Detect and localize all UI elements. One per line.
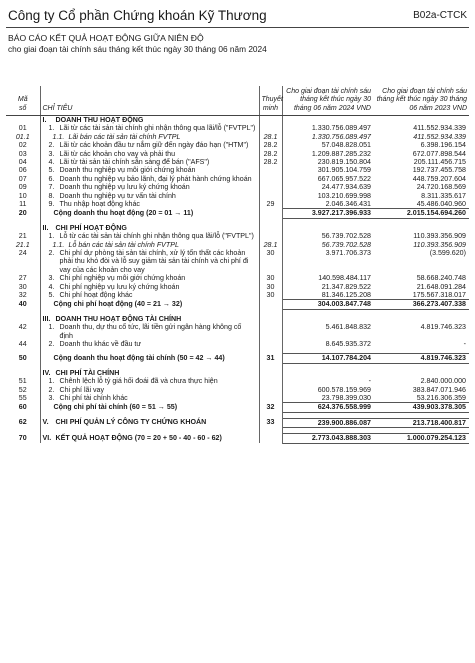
- table-row: [6, 209, 469, 218]
- row-code: 60: [6, 403, 40, 412]
- row-value-2024: 624.376.558.999: [282, 403, 373, 412]
- row-label: Doanh thu nghiệp vụ bảo lãnh, đại lý phát hành chứng khoán: [59, 174, 252, 183]
- row-description-wrap: [43, 354, 257, 362]
- row-code: 55: [6, 394, 40, 403]
- row-description: [40, 133, 259, 141]
- row-code: 06: [6, 166, 40, 174]
- row-note: 28.1: [259, 241, 282, 249]
- row-label: Thu nhập hoạt động khác: [59, 199, 140, 208]
- row-note: [259, 175, 282, 183]
- row-value-2024: [282, 369, 373, 377]
- row-description: [40, 323, 259, 340]
- table-row: [6, 386, 469, 394]
- row-code: 24: [6, 249, 40, 274]
- row-code: 09: [6, 183, 40, 191]
- row-number: IV.: [42, 368, 51, 377]
- row-description-wrap: [43, 323, 257, 340]
- row-number: [43, 209, 54, 217]
- table-row: [6, 192, 469, 200]
- row-number: 2.: [48, 340, 55, 349]
- row-label: Chênh lệch lỗ tỷ giá hối đoái đã và chưa thực hiện: [59, 377, 218, 386]
- row-code: 10: [6, 192, 40, 200]
- row-description: [40, 377, 259, 385]
- row-description: [40, 434, 259, 443]
- row-note: [259, 386, 282, 394]
- row-number: 1.1.: [52, 240, 65, 249]
- row-value-2023: 1.000.079.254.123: [373, 434, 469, 443]
- row-value-2024: 239.900.886.087: [282, 418, 373, 427]
- row-number: VI.: [42, 433, 52, 442]
- col-note-label-2: minh: [262, 104, 279, 112]
- row-code: 04: [6, 158, 40, 166]
- row-value-2023: [373, 224, 469, 232]
- row-value-2024: 1.330.756.089.497: [311, 124, 371, 133]
- row-description-wrap: [43, 232, 257, 240]
- row-value-2023: 672.077.898.544: [412, 149, 466, 158]
- row-description-wrap: [43, 283, 257, 291]
- row-code: 51: [6, 377, 40, 385]
- col-code-header: [6, 86, 40, 115]
- row-description-wrap: [43, 141, 257, 149]
- row-note: 32: [259, 403, 282, 412]
- row-number: 4.: [48, 282, 55, 291]
- row-value-2024: 14.107.784.204: [282, 354, 373, 363]
- col-note-label-1: Thuyết: [261, 96, 283, 104]
- row-number: 2.: [48, 385, 55, 394]
- row-description: [40, 183, 259, 191]
- row-number: 2.: [48, 141, 55, 150]
- table-row: [6, 315, 469, 323]
- row-number: 3.: [48, 149, 55, 158]
- row-value-2024: [282, 115, 373, 124]
- row-description-wrap: [43, 158, 257, 166]
- row-value-2023: 110.393.356.909: [413, 232, 466, 241]
- table-row: [6, 133, 469, 141]
- row-code: 27: [6, 274, 40, 282]
- row-value-2023: (3.599.620): [429, 248, 466, 257]
- row-note: [259, 315, 282, 323]
- row-value-2024: 56.739.702.528: [321, 232, 371, 241]
- row-value-2023: 8.311.335.617: [421, 191, 466, 200]
- row-code: 21: [6, 232, 40, 240]
- row-note: [259, 232, 282, 240]
- row-label: Lỗ từ các tài sản tài chính ghi nhận thông qua lãi/lỗ ("FVTPL"): [59, 232, 254, 241]
- row-number: V.: [42, 418, 49, 427]
- row-value-2024: 23.798.399.030: [321, 394, 371, 403]
- table-body: [6, 115, 469, 443]
- row-description-wrap: [43, 291, 257, 299]
- row-number: 1.: [48, 232, 55, 241]
- row-description: [40, 283, 259, 291]
- table-row: [6, 200, 469, 209]
- row-value-2024: 103.210.699.998: [317, 191, 371, 200]
- row-value-2023: 2.015.154.694.260: [373, 209, 469, 218]
- row-description: [40, 224, 259, 232]
- row-description: [40, 192, 259, 200]
- row-description-wrap: [43, 418, 257, 426]
- row-code: 03: [6, 150, 40, 158]
- row-number: 2.: [48, 248, 55, 257]
- row-note: 30: [259, 291, 282, 300]
- table-row: [6, 232, 469, 240]
- row-code: 50: [6, 354, 40, 363]
- row-value-2023: [373, 315, 469, 323]
- row-label: Cộng chi phí tài chính (60 = 51 → 55): [53, 402, 178, 411]
- table-row: [6, 274, 469, 282]
- row-description-wrap: [43, 403, 257, 411]
- row-value-2024: 2.046.346.431: [325, 199, 371, 208]
- row-label: Cộng doanh thu hoạt động (20 = 01 → 11): [53, 208, 194, 217]
- col-code-label-1: Mã: [17, 96, 28, 104]
- row-description: [40, 209, 259, 218]
- row-description-wrap: [43, 166, 257, 174]
- row-note: 30: [259, 274, 282, 282]
- row-label: CHI PHÍ QUẢN LÝ CÔNG TY CHỨNG KHOÁN: [55, 418, 207, 427]
- row-value-2023: 175.567.318.017: [412, 291, 466, 300]
- row-description-wrap: [43, 133, 257, 141]
- row-note: [259, 115, 282, 124]
- row-number: 6.: [48, 174, 55, 183]
- row-note: 30: [259, 249, 282, 274]
- row-label: Lãi từ các tài sản tài chính ghi nhận thông qua lãi/lỗ ("FVTPL"): [59, 124, 256, 133]
- row-description: [40, 369, 259, 377]
- row-number: 3.: [48, 394, 55, 403]
- table-row: [6, 354, 469, 363]
- row-number: 4.: [48, 157, 55, 166]
- company-name: Công ty Cổ phần Chứng khoán Kỹ Thương: [8, 8, 267, 23]
- row-note: [259, 209, 282, 218]
- table-row: [6, 175, 469, 183]
- table-row: [6, 150, 469, 158]
- table-row: [6, 369, 469, 377]
- row-value-2024: 3.971.706.373: [325, 248, 371, 257]
- row-label: Lỗ bán các tài sản tài chính FVTPL: [68, 240, 179, 249]
- row-description-wrap: [43, 200, 257, 208]
- row-number: I.: [42, 115, 47, 124]
- row-number: [43, 403, 54, 411]
- row-note: [259, 377, 282, 385]
- row-description: [40, 150, 259, 158]
- row-note: 28.2: [259, 141, 282, 149]
- row-note: 28.2: [259, 158, 282, 166]
- form-code: B02a-CTCK: [413, 10, 467, 21]
- row-description: [40, 115, 259, 124]
- row-label: Chi phí tài chính khác: [59, 394, 128, 403]
- row-note: [259, 300, 282, 309]
- table-row: [6, 434, 469, 443]
- col-note-header: [259, 86, 282, 115]
- row-label: Doanh thu nghiệp vụ tư vấn tài chính: [59, 191, 176, 200]
- row-value-2023: 439.903.378.305: [373, 403, 469, 412]
- row-value-2023: 411.552.934.339: [413, 124, 466, 133]
- row-value-2023: 366.273.407.338: [373, 300, 469, 309]
- row-code: 40: [6, 300, 40, 309]
- row-description-wrap: [43, 192, 257, 200]
- row-number: III.: [42, 314, 51, 323]
- row-code: [6, 369, 40, 377]
- table-row: [6, 115, 469, 124]
- row-number: [43, 354, 54, 362]
- row-description-wrap: [43, 175, 257, 183]
- row-code: 30: [6, 283, 40, 291]
- row-label: Chi phí nghiệp vụ lưu ký chứng khoán: [59, 282, 180, 291]
- col-code-label-2: số: [19, 104, 27, 112]
- row-label: Doanh thu, dự thu cổ tức, lãi tiền gửi ngân hàng không cố định: [59, 323, 242, 340]
- row-value-2023: [373, 369, 469, 377]
- row-value-2024: -: [368, 377, 371, 386]
- row-code: 21.1: [6, 241, 40, 249]
- row-description-wrap: [43, 124, 257, 132]
- row-description-wrap: [43, 340, 257, 348]
- row-number: 7.: [48, 183, 55, 192]
- row-description-wrap: [43, 183, 257, 191]
- row-label: Cộng chi phí hoạt động (40 = 21 → 32): [53, 299, 183, 308]
- row-number: [43, 300, 54, 308]
- row-value-2024: [282, 224, 373, 232]
- table-row: [6, 241, 469, 249]
- table-row: [6, 224, 469, 232]
- row-number: 8.: [48, 191, 55, 200]
- row-label: Chi phí nghiệp vụ môi giới chứng khoán: [59, 274, 186, 283]
- table-row: [6, 183, 469, 191]
- row-note: [259, 394, 282, 403]
- row-description: [40, 315, 259, 323]
- table-row: [6, 418, 469, 427]
- row-note: [259, 434, 282, 443]
- row-number: 3.: [48, 274, 55, 283]
- row-code: 42: [6, 323, 40, 340]
- header-divider: [6, 27, 469, 28]
- row-value-2023: 4.819.746.323: [420, 323, 466, 332]
- table-row: [6, 283, 469, 291]
- table-row: [6, 340, 469, 348]
- table-row: [6, 249, 469, 274]
- row-label: Lãi từ các khoản cho vay và phải thu: [59, 149, 176, 158]
- row-value-2023: 4.819.746.323: [373, 354, 469, 363]
- row-label: Doanh thu nghiệp vụ lưu ký chứng khoán: [59, 183, 190, 192]
- row-number: II.: [42, 223, 49, 232]
- row-number: 1.: [48, 323, 55, 332]
- row-description: [40, 200, 259, 209]
- row-value-2023: 411.552.934.339: [413, 132, 466, 141]
- row-label: Cộng doanh thu hoạt động tài chính (50 = 42 → 44): [53, 353, 225, 362]
- row-description-wrap: [43, 394, 257, 402]
- table-row: [6, 158, 469, 166]
- table-row: [6, 166, 469, 174]
- row-code: 07: [6, 175, 40, 183]
- row-description: [40, 232, 259, 240]
- row-value-2024: 81.346.125.208: [321, 291, 371, 300]
- table-row: [6, 323, 469, 340]
- row-value-2023: 192.737.455.758: [412, 166, 466, 175]
- row-code: 62: [6, 418, 40, 427]
- row-number: 1.: [48, 377, 55, 386]
- row-value-2024: 8.645.935.372: [325, 340, 371, 349]
- row-code: 32: [6, 291, 40, 300]
- row-code: [6, 224, 40, 232]
- table-row: [6, 141, 469, 149]
- row-description: [40, 175, 259, 183]
- row-description: [40, 241, 259, 249]
- table-row: [6, 300, 469, 309]
- row-value-2023: 213.718.400.817: [373, 418, 469, 427]
- row-description: [40, 394, 259, 403]
- row-note: [259, 124, 282, 132]
- row-value-2023: 448.759.207.604: [412, 174, 466, 183]
- row-code: 70: [6, 434, 40, 443]
- row-value-2024: 2.773.043.888.303: [282, 434, 373, 443]
- row-note: [259, 192, 282, 200]
- row-number: 5.: [48, 291, 55, 300]
- row-note: 33: [259, 418, 282, 427]
- row-value-2023: 24.720.168.569: [416, 183, 466, 192]
- row-label: Chi phí lãi vay: [59, 385, 105, 394]
- row-description: [40, 158, 259, 166]
- row-description-wrap: [43, 241, 257, 249]
- row-value-2023: -: [463, 340, 466, 349]
- row-code: [6, 115, 40, 124]
- report-period: cho giai đoạn tài chính sáu tháng kết thúc ngày 30 tháng 06 năm 2024: [8, 44, 267, 54]
- table-header-row: [6, 86, 469, 115]
- table-row: [6, 394, 469, 403]
- row-value-2024: 56.739.702.528: [321, 240, 371, 249]
- row-note: 30: [259, 283, 282, 291]
- row-label: Chi phí hoạt động khác: [59, 291, 133, 300]
- row-value-2023: 205.111.456.715: [413, 157, 466, 166]
- row-number: 1.: [48, 124, 55, 133]
- row-description-wrap: [43, 369, 257, 377]
- row-number: 5.: [48, 166, 55, 175]
- row-description: [40, 124, 259, 132]
- row-description: [40, 354, 259, 363]
- row-description: [40, 291, 259, 300]
- row-code: 44: [6, 340, 40, 348]
- row-value-2023: [373, 115, 469, 124]
- row-note: [259, 166, 282, 174]
- row-value-2024: 667.065.957.522: [317, 174, 371, 183]
- row-label: CHI PHÍ TÀI CHÍNH: [55, 368, 120, 377]
- row-description: [40, 403, 259, 412]
- row-note: [259, 224, 282, 232]
- row-value-2024: 5.461.848.832: [325, 323, 371, 332]
- row-value-2024: 1.209.887.285.232: [311, 149, 371, 158]
- table-row: [6, 377, 469, 385]
- row-value-2024: 301.905.104.759: [317, 166, 371, 175]
- row-note: [259, 369, 282, 377]
- table-row: [6, 291, 469, 300]
- col-2024-header: Cho giai đoạn tài chính sáu tháng kết thúc ngày 30 tháng 06 năm 2024 VND: [282, 86, 373, 115]
- row-description-wrap: [43, 386, 257, 394]
- row-value-2023: 383.847.071.946: [412, 385, 466, 394]
- row-label: Lãi từ tài sản tài chính sẵn sàng để bán ("AFS"): [59, 157, 210, 166]
- row-value-2024: 600.578.159.969: [317, 385, 371, 394]
- table-row: [6, 403, 469, 412]
- row-description-wrap: [43, 300, 257, 308]
- row-note: [259, 183, 282, 191]
- row-label: DOANH THU HOẠT ĐỘNG: [55, 115, 144, 124]
- row-number: 9.: [48, 199, 55, 208]
- row-code: 01.1: [6, 133, 40, 141]
- row-label: Lãi bán các tài sản tài chính FVTPL: [68, 132, 181, 141]
- row-note: 28.2: [259, 150, 282, 158]
- row-description: [40, 340, 259, 348]
- row-value-2024: 140.598.484.117: [318, 274, 371, 283]
- report-title: BÁO CÁO KẾT QUẢ HOẠT ĐỘNG GIỮA NIÊN ĐỘ: [8, 33, 204, 43]
- row-value-2024: 21.347.829.522: [321, 282, 371, 291]
- row-description-wrap: [43, 315, 257, 323]
- row-value-2024: 3.927.217.396.933: [282, 209, 373, 218]
- row-description: [40, 300, 259, 309]
- row-note: 31: [259, 354, 282, 363]
- col-2023-header: Cho giai đoạn tài chính sáu tháng kết thúc ngày 30 tháng 06 năm 2023 VND: [373, 86, 469, 115]
- row-value-2024: [282, 315, 373, 323]
- row-description: [40, 141, 259, 149]
- row-code: 20: [6, 209, 40, 218]
- row-value-2024: 230.819.150.804: [317, 157, 371, 166]
- row-value-2024: 1.330.756.089.497: [311, 132, 371, 141]
- row-description: [40, 274, 259, 282]
- row-description: [40, 418, 259, 427]
- row-description-wrap: [43, 274, 257, 282]
- row-description: [40, 249, 259, 274]
- row-code: 11: [6, 200, 40, 209]
- row-value-2023: 6.398.196.154: [420, 141, 466, 150]
- row-description-wrap: [43, 209, 257, 217]
- row-code: 02: [6, 141, 40, 149]
- row-description-wrap: [43, 150, 257, 158]
- row-description-wrap: [43, 249, 257, 274]
- row-value-2023: 21.648.091.284: [416, 282, 466, 291]
- row-label: Chi phí dự phòng tài sản tài chính, xử lý tổn thất các khoản phải thu khó đòi và lỗ suy giảm tài sản tài chính và chi phí đi vay của các khoản cho vay: [59, 248, 249, 274]
- row-description: [40, 166, 259, 174]
- row-description-wrap: [43, 224, 257, 232]
- row-value-2023: 2.840.000.000: [420, 377, 466, 386]
- row-label: Doanh thu khác về đầu tư: [59, 340, 142, 349]
- row-code: [6, 315, 40, 323]
- row-description-wrap: [43, 377, 257, 385]
- table-row: [6, 124, 469, 132]
- row-value-2023: 45.486.040.960: [416, 199, 466, 208]
- col-desc-header: CHỈ TIÊU: [40, 86, 259, 115]
- row-label: DOANH THU HOẠT ĐỘNG TÀI CHÍNH: [55, 314, 182, 323]
- row-number: 1.1.: [52, 132, 65, 141]
- row-code: 52: [6, 386, 40, 394]
- row-code: 01: [6, 124, 40, 132]
- row-value-2023: 110.393.356.909: [413, 240, 466, 249]
- row-value-2024: 304.003.847.748: [282, 300, 373, 309]
- row-value-2024: 57.048.828.051: [321, 141, 371, 150]
- row-label: KẾT QUẢ HOẠT ĐỘNG (70 = 20 + 50 - 40 - 60 - 62): [55, 433, 222, 442]
- row-description: [40, 386, 259, 394]
- row-note: [259, 340, 282, 348]
- row-label: Lãi từ các khoản đầu tư nắm giữ đến ngày đáo hạn ("HTM"): [59, 141, 249, 150]
- row-note: 28.1: [259, 133, 282, 141]
- row-description-wrap: [43, 434, 257, 442]
- income-statement-table: [6, 86, 469, 444]
- row-note: [259, 323, 282, 340]
- row-value-2023: 53.216.306.359: [416, 394, 466, 403]
- row-note: 29: [259, 200, 282, 209]
- row-value-2024: 24.477.934.639: [321, 183, 371, 192]
- row-value-2023: 58.668.240.748: [416, 274, 466, 283]
- row-label: Doanh thu nghiệp vụ môi giới chứng khoán: [59, 166, 196, 175]
- row-label: CHI PHÍ HOẠT ĐỘNG: [55, 223, 127, 232]
